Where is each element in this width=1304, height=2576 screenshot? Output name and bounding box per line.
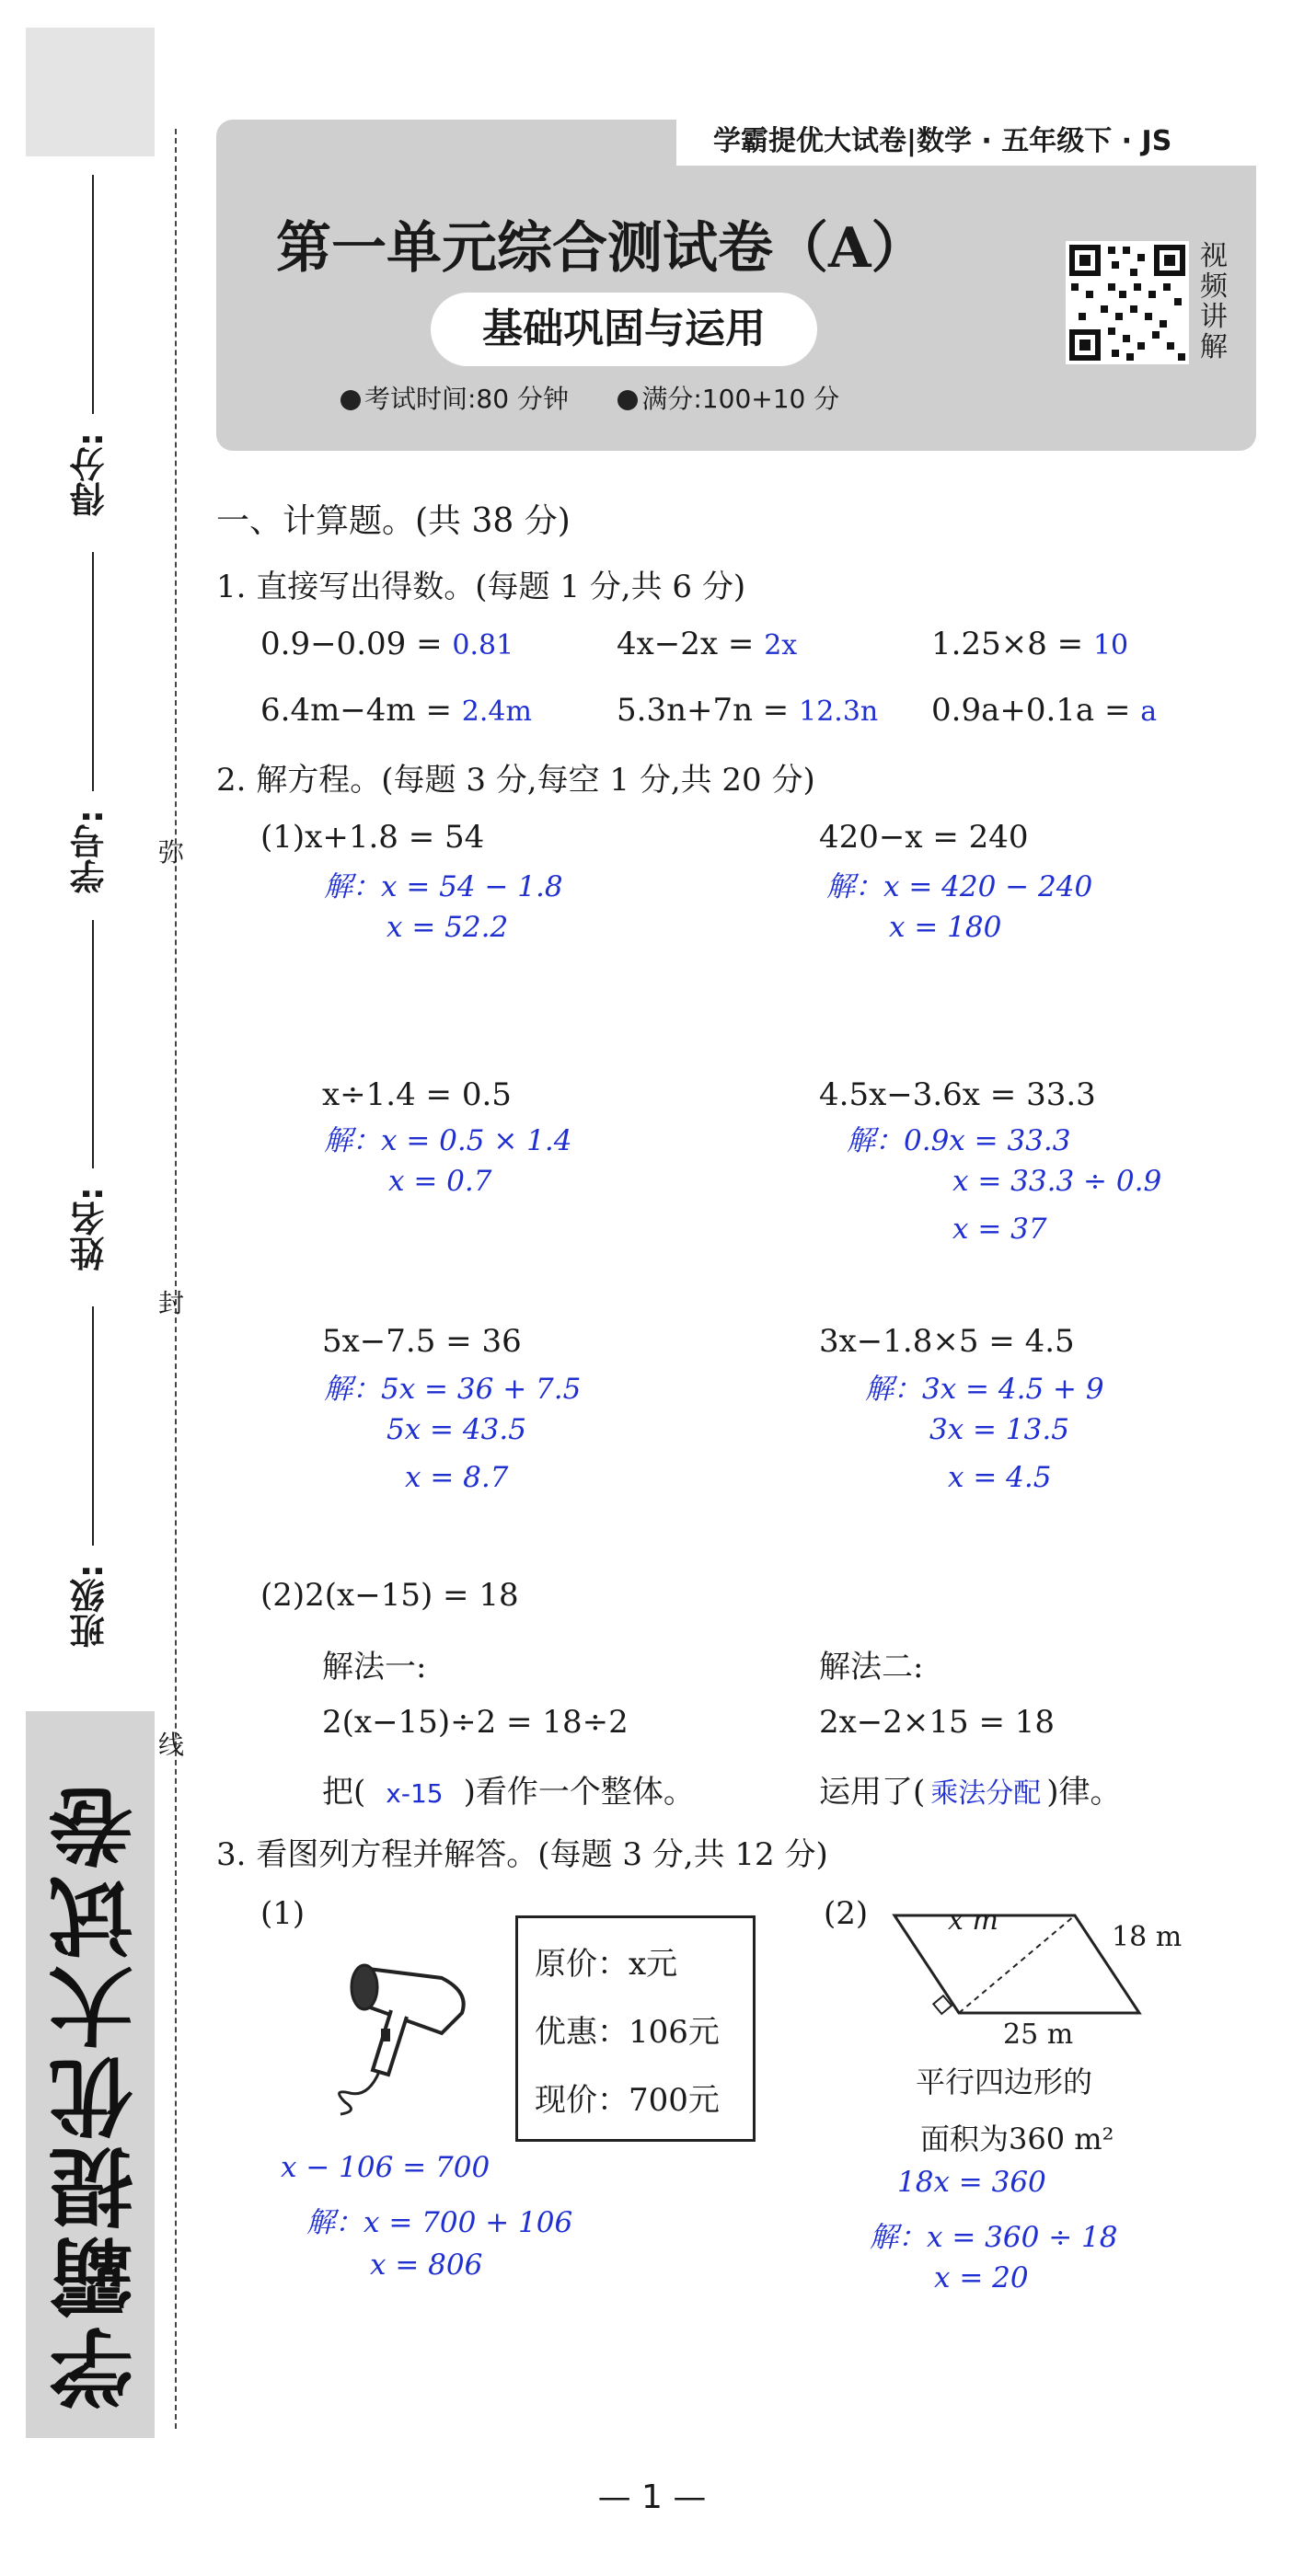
fill-answer[interactable]: 乘法分配 — [930, 1777, 1042, 1810]
eq-step: 解：x = 54 − 1.8 — [324, 870, 563, 903]
corner-decoration — [26, 28, 155, 156]
q1-item — [617, 626, 797, 662]
eq-label: 5x−7.5 = 36 — [322, 1323, 522, 1360]
fig-label-height: x m — [948, 1904, 998, 1937]
eq-step: 解：x = 420 − 240 — [826, 870, 1093, 903]
eq-step: 3x = 13.5 — [929, 1413, 1069, 1446]
hair-dryer-image — [304, 1941, 488, 2116]
eq-label: x÷1.4 = 0.5 — [322, 1076, 512, 1113]
eq-step: 解：5x = 36 + 7.5 — [324, 1373, 582, 1406]
section-title: 一、计算题。(共 38 分) — [216, 502, 571, 540]
q1-item — [931, 626, 1128, 662]
q3-p2-step: x = 20 — [934, 2261, 1029, 2294]
q1-answer: 10 — [1092, 629, 1129, 661]
page-subtitle: 基础巩固与运用 — [431, 293, 817, 366]
eq-label: (1)x+1.8 = 54 — [260, 819, 485, 856]
method-2-label: 解法二: — [819, 1649, 924, 1685]
binding-gutter — [0, 0, 156, 2576]
fill-answer[interactable]: x-15 — [386, 1778, 444, 1809]
q1-expr: 5.3n+7n = — [617, 692, 790, 729]
q2-title: 2. 解方程。(每题 3 分,每空 1 分,共 20 分) — [216, 762, 815, 799]
fill-prefix: 运用了( — [819, 1774, 926, 1811]
eq-step: x = 0.7 — [388, 1165, 492, 1198]
eq-label: 3x−1.8×5 = 4.5 — [819, 1323, 1075, 1360]
q1-answer: 2x — [764, 629, 798, 661]
fig-caption: 面积为360 m² — [920, 2122, 1114, 2156]
field-student-id-line[interactable] — [92, 552, 94, 791]
qr-code-icon[interactable] — [1066, 241, 1189, 364]
fig-label-base: 25 m — [1003, 2018, 1074, 2051]
eq-step: x = 37 — [952, 1213, 1047, 1246]
q1-item — [260, 626, 514, 662]
q1-expr: 1.25×8 = — [931, 626, 1084, 662]
clock-icon — [340, 390, 361, 410]
q1-expr: 0.9−0.09 = — [260, 626, 443, 662]
page-title: 第一单元综合测试卷（A） — [276, 216, 927, 281]
eq2-label: (2)2(x−15) = 18 — [260, 1577, 519, 1614]
method-2-fill — [819, 1766, 1122, 1811]
exam-score: 满分:100+10 分 — [641, 384, 840, 414]
eq-step: 5x = 43.5 — [387, 1413, 526, 1446]
q1-expr: 4x−2x = — [617, 626, 755, 662]
cut-mark-3: 线 — [158, 1730, 185, 1760]
q1-answer: 12.3n — [799, 696, 879, 728]
cut-mark-2: 封 — [158, 1288, 185, 1318]
q1-expr: 0.9a+0.1a = — [931, 692, 1131, 729]
eq-step: x = 8.7 — [405, 1461, 509, 1494]
exam-time: 考试时间:80 分钟 — [364, 384, 569, 414]
q3-p1-step: x = 806 — [370, 2248, 483, 2282]
eq-label: 420−x = 240 — [819, 819, 1029, 856]
field-name: 姓名: — [70, 1187, 110, 1271]
eq-step: x = 180 — [889, 911, 1002, 944]
eq-step: x = 33.3 ÷ 0.9 — [952, 1165, 1162, 1198]
eq-step: 解：x = 0.5 × 1.4 — [324, 1124, 572, 1157]
q1-answer: 0.81 — [452, 629, 514, 661]
q1-expr: 6.4m−4m = — [260, 692, 452, 729]
q3-p2-step: 解：x = 360 ÷ 18 — [870, 2221, 1118, 2254]
q3-p1-step: x − 106 = 700 — [281, 2151, 490, 2184]
q3-part2-label: (2) — [824, 1895, 869, 1932]
current-price: 现价：700元 — [535, 2082, 720, 2119]
field-name-line[interactable] — [92, 920, 94, 1168]
q1-answer: a — [1140, 696, 1158, 728]
exam-info — [340, 379, 839, 416]
field-score-line[interactable] — [92, 175, 94, 414]
method-2-step: 2x−2×15 = 18 — [819, 1704, 1056, 1741]
q1-answer: 2.4m — [461, 696, 532, 728]
eq-step: 解：0.9x = 33.3 — [847, 1124, 1071, 1157]
side-brand-title: 学霸提优大试卷 — [48, 1779, 147, 2410]
fill-suffix: )看作一个整体。 — [463, 1774, 695, 1811]
q3-p2-step: 18x = 360 — [897, 2166, 1046, 2199]
q3-p1-step: 解：x = 700 + 106 — [306, 2206, 573, 2239]
fill-suffix: )律。 — [1046, 1774, 1122, 1811]
fig-caption: 平行四边形的 — [916, 2064, 1093, 2099]
q3-title: 3. 看图列方程并解答。(每题 3 分,共 12 分) — [216, 1836, 828, 1873]
video-explain-label: 视频讲解 — [1200, 240, 1228, 363]
series-label: 学霸提优大试卷|数学 · 五年级下 · JS — [713, 125, 1172, 157]
eq-label: 4.5x−3.6x = 33.3 — [819, 1076, 1096, 1113]
cut-line — [175, 129, 177, 2429]
eq-step: x = 52.2 — [387, 911, 509, 944]
field-class: 班级: — [70, 1564, 110, 1649]
field-student-id: 学号: — [70, 810, 110, 894]
discount: 优惠：106元 — [535, 2014, 720, 2051]
method-1-step: 2(x−15)÷2 = 18÷2 — [322, 1704, 629, 1741]
page-number: — 1 — — [597, 2478, 707, 2516]
original-price: 原价：x元 — [535, 1946, 678, 1983]
field-class-line[interactable] — [92, 1306, 94, 1546]
q1-title: 1. 直接写出得数。(每题 1 分,共 6 分) — [216, 569, 746, 605]
cut-mark-1: 弥 — [158, 837, 185, 868]
fill-prefix: 把( — [322, 1774, 366, 1811]
q3-part1-label: (1) — [260, 1895, 306, 1932]
eq-step: x = 4.5 — [948, 1461, 1052, 1494]
price-box — [515, 1915, 756, 2142]
q1-item — [931, 692, 1157, 729]
q1-item — [260, 692, 532, 729]
fig-label-side: 18 m — [1112, 1921, 1183, 1953]
eq-step: 解：3x = 4.5 + 9 — [865, 1373, 1104, 1406]
q1-item — [617, 692, 878, 729]
method-1-fill — [322, 1766, 695, 1811]
score-icon — [617, 390, 638, 410]
field-score: 得分: — [70, 432, 110, 517]
method-1-label: 解法一: — [322, 1649, 427, 1685]
